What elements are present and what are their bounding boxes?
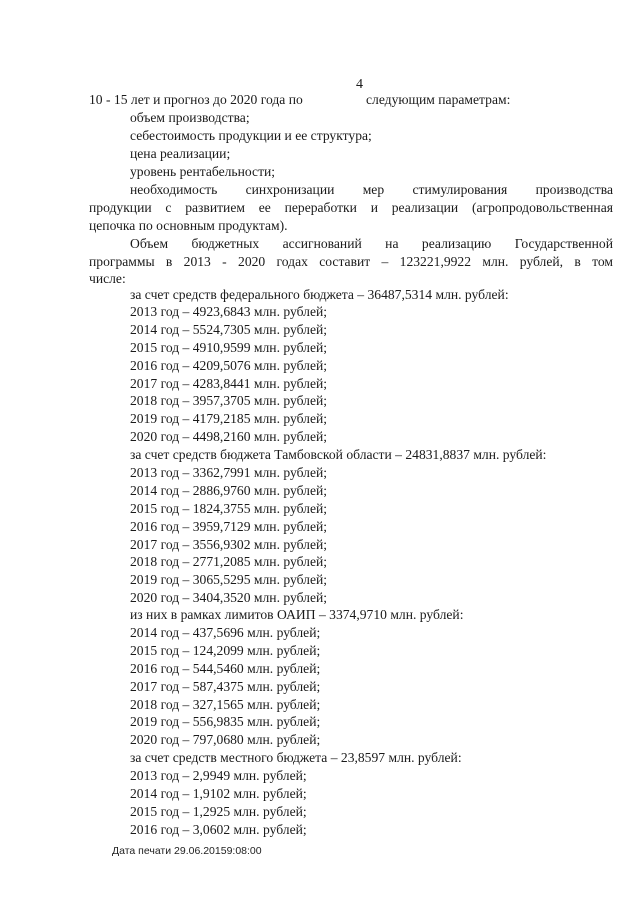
regional-year: 2015 год – 1824,3755 млн. рублей; — [130, 501, 328, 516]
federal-heading: за счет средств федерального бюджета – 36487,5314 млн. рублей: — [130, 287, 509, 302]
oaip-year: 2020 год – 797,0680 млн. рублей; — [130, 732, 321, 747]
local-year: 2016 год – 3,0602 млн. рублей; — [130, 822, 307, 837]
local-heading: за счет средств местного бюджета – 23,8597 млн. рублей: — [130, 750, 462, 765]
budget-intro-line: числе: — [89, 271, 126, 286]
param-item: объем производства; — [130, 110, 250, 125]
regional-heading: за счет средств бюджета Тамбовской области – 24831,8837 млн. рублей: — [130, 447, 547, 462]
oaip-year: 2019 год – 556,9835 млн. рублей; — [130, 714, 321, 729]
regional-year: 2019 год – 3065,5295 млн. рублей; — [130, 572, 328, 587]
federal-year: 2017 год – 4283,8441 млн. рублей; — [130, 376, 328, 391]
page-number: 4 — [356, 77, 363, 92]
oaip-year: 2016 год – 544,5460 млн. рублей; — [130, 661, 321, 676]
oaip-year: 2017 год – 587,4375 млн. рублей; — [130, 679, 321, 694]
local-year: 2013 год – 2,9949 млн. рублей; — [130, 768, 307, 783]
regional-year: 2017 год – 3556,9302 млн. рублей; — [130, 537, 328, 552]
intro-line-left: 10 - 15 лет и прогноз до 2020 года по — [89, 92, 303, 107]
federal-year: 2019 год – 4179,2185 млн. рублей; — [130, 411, 328, 426]
budget-intro-line: Объем бюджетных ассигнований на реализацию Государственной — [130, 236, 613, 251]
param-item: уровень рентабельности; — [130, 164, 276, 179]
sync-line: необходимость синхронизации мер стимулирования производства — [130, 182, 613, 197]
intro-line-right: следующим параметрам: — [366, 92, 511, 107]
param-item: цена реализации; — [130, 146, 231, 161]
sync-line: продукции с развитием ее переработки и реализации (агропродовольственная — [89, 200, 613, 215]
budget-intro-line: программы в 2013 - 2020 годах составит – 123221,9922 млн. рублей, в том — [89, 254, 613, 269]
regional-year: 2020 год – 3404,3520 млн. рублей; — [130, 590, 328, 605]
federal-year: 2015 год – 4910,9599 млн. рублей; — [130, 340, 328, 355]
print-date-footer: Дата печати 29.06.20159:08:00 — [112, 845, 262, 857]
regional-year: 2014 год – 2886,9760 млн. рублей; — [130, 483, 328, 498]
oaip-year: 2014 год – 437,5696 млн. рублей; — [130, 625, 321, 640]
federal-year: 2014 год – 5524,7305 млн. рублей; — [130, 322, 328, 337]
param-item: себестоимость продукции и ее структура; — [130, 128, 372, 143]
sync-line: цепочка по основным продуктам). — [89, 218, 288, 233]
regional-year: 2018 год – 2771,2085 млн. рублей; — [130, 554, 328, 569]
federal-year: 2020 год – 4498,2160 млн. рублей; — [130, 429, 328, 444]
oaip-year: 2018 год – 327,1565 млн. рублей; — [130, 697, 321, 712]
local-year: 2014 год – 1,9102 млн. рублей; — [130, 786, 307, 801]
federal-year: 2016 год – 4209,5076 млн. рублей; — [130, 358, 328, 373]
federal-year: 2013 год – 4923,6843 млн. рублей; — [130, 304, 328, 319]
oaip-year: 2015 год – 124,2099 млн. рублей; — [130, 643, 321, 658]
oaip-heading: из них в рамках лимитов ОАИП – 3374,9710 млн. рублей: — [130, 607, 464, 622]
local-year: 2015 год – 1,2925 млн. рублей; — [130, 804, 307, 819]
federal-year: 2018 год – 3957,3705 млн. рублей; — [130, 393, 328, 408]
regional-year: 2016 год – 3959,7129 млн. рублей; — [130, 519, 328, 534]
regional-year: 2013 год – 3362,7991 млн. рублей; — [130, 465, 328, 480]
